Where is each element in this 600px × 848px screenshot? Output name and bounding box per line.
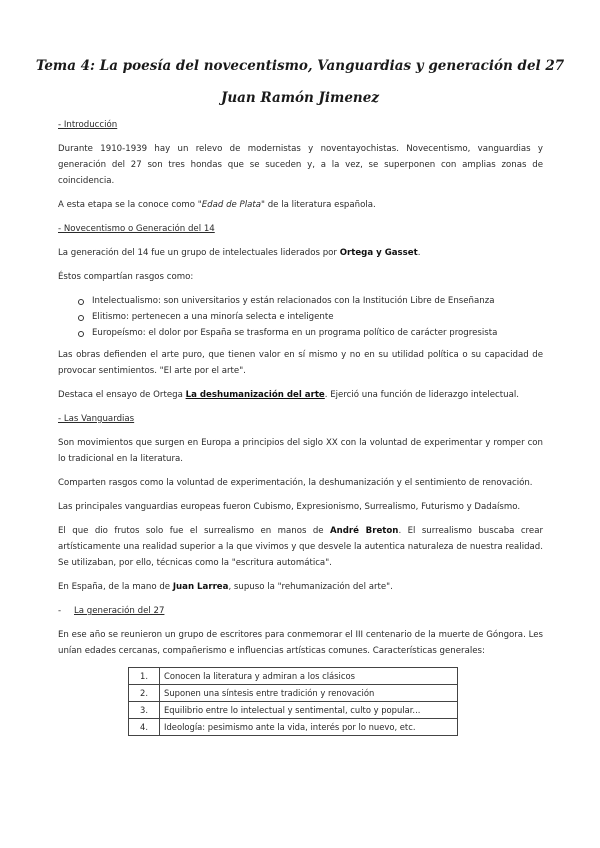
list-item: Intelectualismo: son universitarios y están relacionados con la Institución Libre de Enseñanza (92, 293, 543, 309)
nov-paragraph-4: Destaca el ensayo de Ortega La deshumanización del arte. Ejerció una función de liderazgo intelectual. (58, 390, 519, 400)
nov-paragraph-1: La generación del 14 fue un grupo de intelectuales liderados por Ortega y Gasset. (58, 248, 421, 258)
document-subtitle: Juan Ramón Jimenez (220, 90, 379, 106)
intro-paragraph-1: Durante 1910-1939 hay un relevo de modernistas y noventayochistas. Novecentismo, vanguardias y generación del 27 son tres hondas que se suceden y, a la vez, se superponen con amplias zonas de coincidencia. (58, 144, 543, 186)
vang-paragraph-5: En España, de la mano de Juan Larrea, supuso la "rehumanización del arte". (58, 582, 393, 592)
vang-paragraph-1: Son movimientos que surgen en Europa a principios del siglo XX con la voluntad de experimentar y romper con lo tradicional en la literatura. (58, 438, 543, 464)
list-item: Elitismo: pertenecen a una minoría selecta e inteligente (92, 309, 543, 325)
vang-paragraph-4: El que dio frutos solo fue el surrealismo en manos de André Breton. El surrealismo buscaba crear artísticamente una realidad superior a la que vivimos y que desvele la autentica naturaleza de nuestra realidad. Se utilizaban, por ello, técnicas como la "escritura automática". (58, 526, 543, 568)
vang-paragraph-3: Las principales vanguardias europeas fueron Cubismo, Expresionismo, Surrealismo, Futurismo y Dadaísmo. (58, 502, 521, 512)
vang-paragraph-2: Comparten rasgos como la voluntad de experimentación, la deshumanización y el sentimiento de renovación. (58, 478, 533, 488)
document-body (58, 117, 543, 736)
nov-bullet-list (58, 293, 543, 341)
section-heading-novecentismo: - Novecentismo o Generación del 14 (58, 224, 215, 234)
section-heading-vanguardias: - Las Vanguardias (58, 414, 135, 424)
table-row: 3. Equilibrio entre lo intelectual y sentimental, culto y popular... (129, 702, 458, 719)
table-row: 1. Conocen la literatura y admiran a los clásicos (129, 668, 458, 685)
nov-paragraph-2: Éstos compartían rasgos como: (58, 272, 194, 282)
gen27-paragraph-1: En ese año se reunieron un grupo de escritores para conmemorar el III centenario de la muerte de Góngora. Les unían edades cercanas, compañerismo e influencias artísticas comunes. Características generales: (58, 630, 543, 656)
document-title: Tema 4: La poesía del novecentismo, Vanguardias y generación del 27 (35, 58, 565, 74)
table-row: 4. Ideología: pesimismo ante la vida, interés por lo nuevo, etc. (129, 719, 458, 736)
characteristics-table (128, 667, 458, 736)
intro-paragraph-2: A esta etapa se la conoce como "Edad de Plata" de la literatura española. (58, 200, 376, 210)
section-heading-gen27: - La generación del 27 (58, 606, 165, 616)
section-heading-intro: - Introducción (58, 120, 118, 130)
list-item: Europeísmo: el dolor por España se trasforma en un programa político de carácter progresista (92, 325, 543, 341)
nov-paragraph-3: Las obras defienden el arte puro, que tienen valor en sí mismo y no en su utilidad política o su capacidad de provocar sentimientos. "El arte por el arte". (58, 350, 543, 376)
table-row: 2. Suponen una síntesis entre tradición y renovación (129, 685, 458, 702)
